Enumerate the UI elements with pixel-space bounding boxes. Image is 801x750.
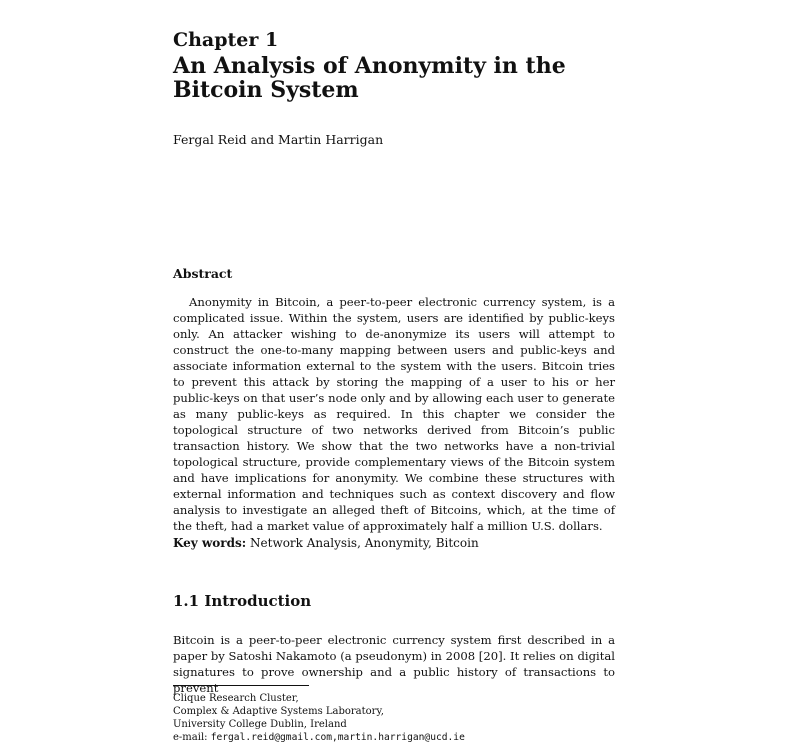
abstract-body: Anonymity in Bitcoin, a peer-to-peer electronic currency system, is a complicated issue. Within the system, users are identified by public-keys only. An attacker wishing to de-anonymize its users will attempt to construct the one-to-many mapping between users and public-keys and associate information external to the system with the users. Bitcoin tries to prevent this attack by storing the mapping of a user to his or her public-keys on that user’s node only and by allowing each user to generate as many public-keys as required. In this chapter we consider the topological structure of two networks derived from Bitcoin’s public transaction history. We show that the two networks have a non-trivial topological structure, provide complementary views of the Bitcoin system and have implications for anonymity. We combine these structures with external information and techniques such as context discovery and flow analysis to investigate an alleged theft of Bitcoins, which, at the time of the theft, had a market value of approximately half a million U.S. dollars.	[173, 295, 615, 533]
chapter-label: Chapter 1	[173, 29, 279, 51]
section-body: Bitcoin is a peer-to-peer electronic currency system first described in a paper by Satoshi Nakamoto (a pseudonym) in 2008 [20]. It relies on digital signatures to prove ownership and a public history of transactions to prevent	[173, 633, 615, 695]
abstract-heading: Abstract	[173, 266, 233, 281]
footnote-line-2: Complex & Adaptive Systems Laboratory,	[173, 706, 384, 717]
chapter-title	[173, 54, 615, 102]
footnote-line-1: Clique Research Cluster,	[173, 693, 299, 704]
keywords-value: Network Analysis, Anonymity, Bitcoin	[250, 536, 479, 550]
footnote-email	[173, 731, 465, 744]
chapter-title-line-2: Bitcoin System	[173, 77, 359, 103]
section-heading: 1.1 Introduction	[173, 592, 312, 610]
footnote-divider	[173, 685, 309, 686]
chapter-title-line-1: An Analysis of Anonymity in the	[173, 53, 566, 79]
keywords	[173, 535, 479, 551]
paper-page	[173, 28, 615, 743]
footnote-email-label: e-mail:	[173, 732, 208, 743]
authors: Fergal Reid and Martin Harrigan	[173, 132, 384, 147]
footnote	[173, 692, 465, 744]
keywords-label: Key words:	[173, 536, 247, 550]
footnote-line-3: University College Dublin, Ireland	[173, 719, 347, 730]
footnote-email-value: fergal.reid@gmail.com,martin.harrigan@ucd.ie	[210, 732, 465, 743]
